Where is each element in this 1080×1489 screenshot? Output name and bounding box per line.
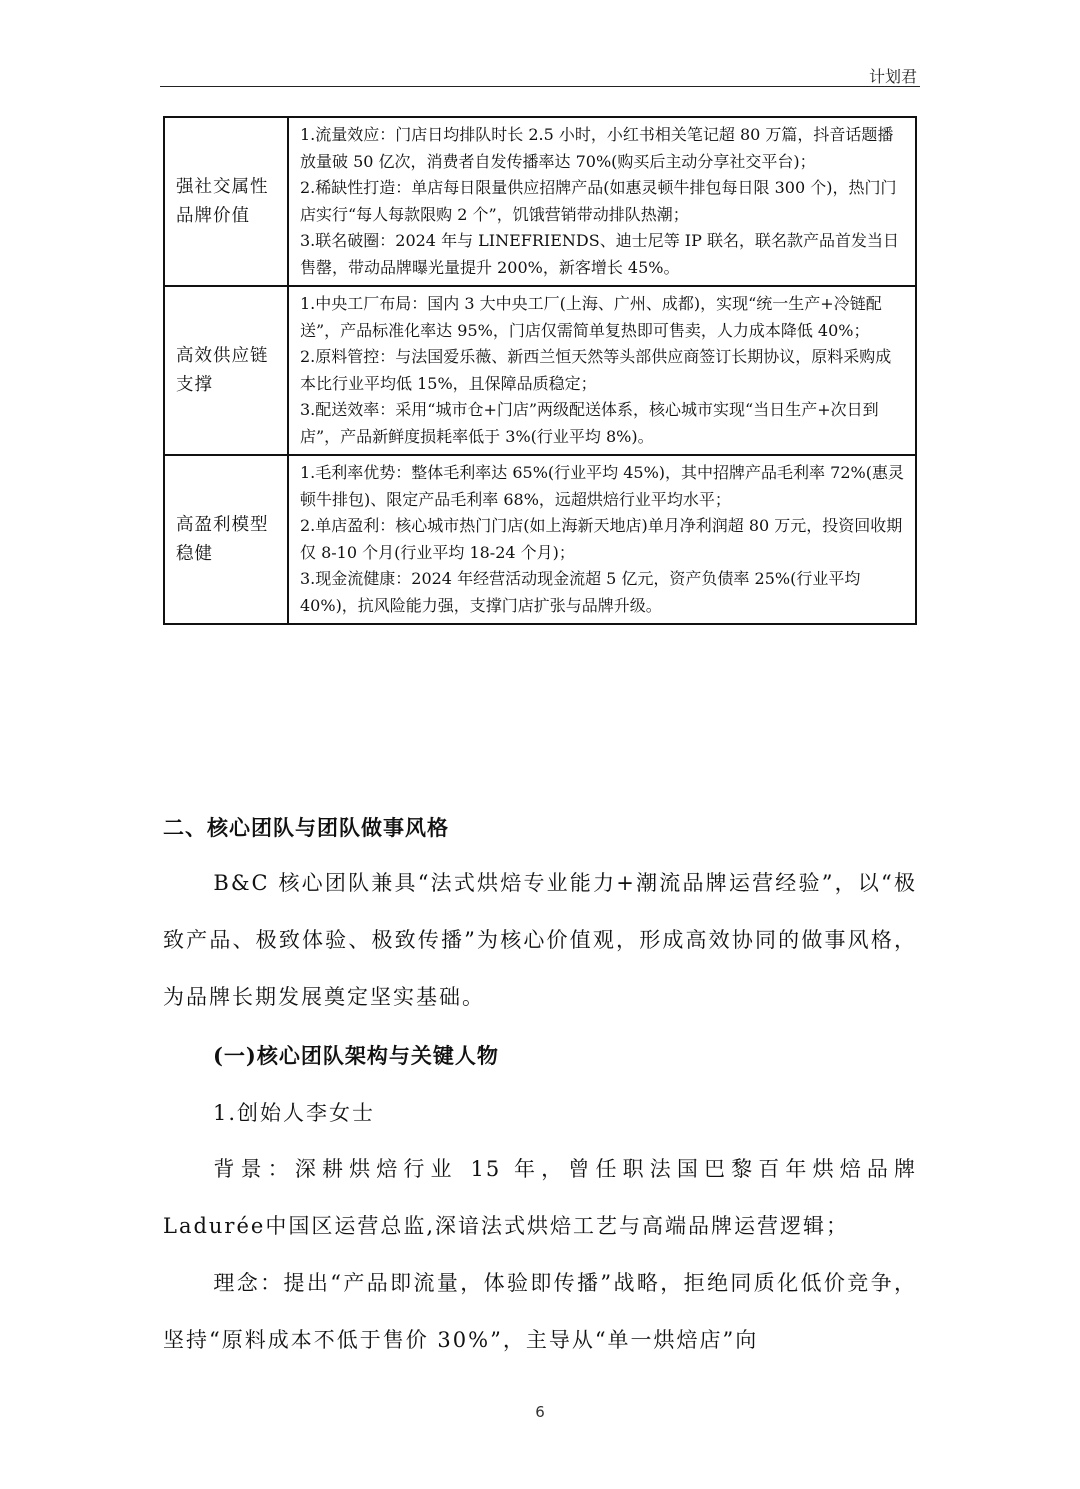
item-title: 1.创始人李女士 bbox=[213, 1101, 376, 1125]
content-line: 3.现金流健康：2024 年经营活动现金流超 5 亿元，资产负债率 25%(行业平均 40%)，抗风险能力强，支撑门店扩张与品牌升级。 bbox=[300, 569, 861, 615]
philosophy-paragraph: 理念：提出“产品即流量，体验即传播”战略，拒绝同质化低价竞争，坚持“原料成本不低于售价 30%”，主导从“单一烘焙店”向 bbox=[163, 1271, 917, 1352]
row-label: 强社交属性品牌价值 bbox=[164, 117, 288, 286]
intro-paragraph: B&C 核心团队兼具“法式烘焙专业能力+潮流品牌运营经验”，以“极致产品、极致体验、极致传播”为核心价值观，形成高效协同的做事风格，为品牌长期发展奠定坚实基础。 bbox=[163, 871, 917, 1009]
content-line: 1.流量效应：门店日均排队时长 2.5 小时，小红书相关笔记超 80 万篇，抖音话题播放量破 50 亿次，消费者自发传播率达 70%(购买后主动分享社交平台)； bbox=[300, 125, 894, 171]
row-content bbox=[288, 455, 916, 624]
section-heading: 二、核心团队与团队做事风格 bbox=[163, 815, 449, 840]
table-row bbox=[164, 286, 916, 455]
content-line: 2.原料管控：与法国爱乐薇、新西兰恒天然等头部供应商签订长期协议，原料采购成本比行业平均低 15%，且保障品质稳定； bbox=[300, 347, 892, 393]
row-content bbox=[288, 286, 916, 455]
content-line: 2.稀缺性打造：单店每日限量供应招牌产品(如惠灵顿牛排包每日限 300 个)，热门门店实行“每人每款限购 2 个”，饥饿营销带动排队热潮； bbox=[300, 178, 897, 224]
row-content bbox=[288, 117, 916, 286]
features-table bbox=[163, 116, 917, 625]
content-line: 1.中央工厂布局：国内 3 大中央工厂(上海、广州、成都)，实现“统一生产+冷链配送”，产品标准化率达 95%，门店仅需简单复热即可售卖，人力成本降低 40%； bbox=[300, 294, 882, 340]
row-label: 高盈利模型稳健 bbox=[164, 455, 288, 624]
content-line: 2.单店盈利：核心城市热门门店(如上海新天地店)单月净利润超 80 万元，投资回收期仅 8-10 个月(行业平均 18-24 个月)； bbox=[300, 516, 903, 562]
content-line: 3.联名破圈：2024 年与 LINEFRIENDS、迪士尼等 IP 联名，联名款产品首发当日售罄，带动品牌曝光量提升 200%，新客增长 45%。 bbox=[300, 231, 899, 277]
page-number: 6 bbox=[535, 1403, 545, 1421]
content-line: 3.配送效率：采用“城市仓+门店”两级配送体系，核心城市实现“当日生产+次日到店”，产品新鲜度损耗率低于 3%(行业平均 8%)。 bbox=[300, 400, 879, 446]
table-row bbox=[164, 117, 916, 286]
table-row bbox=[164, 455, 916, 624]
subsection-heading: (一)核心团队架构与关键人物 bbox=[213, 1043, 499, 1068]
row-label: 高效供应链支撑 bbox=[164, 286, 288, 455]
content-line: 1.毛利率优势：整体毛利率达 65%(行业平均 45%)，其中招牌产品毛利率 72%(惠灵顿牛排包)、限定产品毛利率 68%，远超烘焙行业平均水平； bbox=[300, 463, 904, 509]
header-rule bbox=[160, 86, 920, 87]
header-title: 计划君 bbox=[868, 67, 917, 86]
background-paragraph: 背景：深耕烘焙行业 15 年，曾任职法国巴黎百年烘焙品牌 Ladurée中国区运营总监,深谙法式烘焙工艺与高端品牌运营逻辑； bbox=[163, 1157, 917, 1238]
